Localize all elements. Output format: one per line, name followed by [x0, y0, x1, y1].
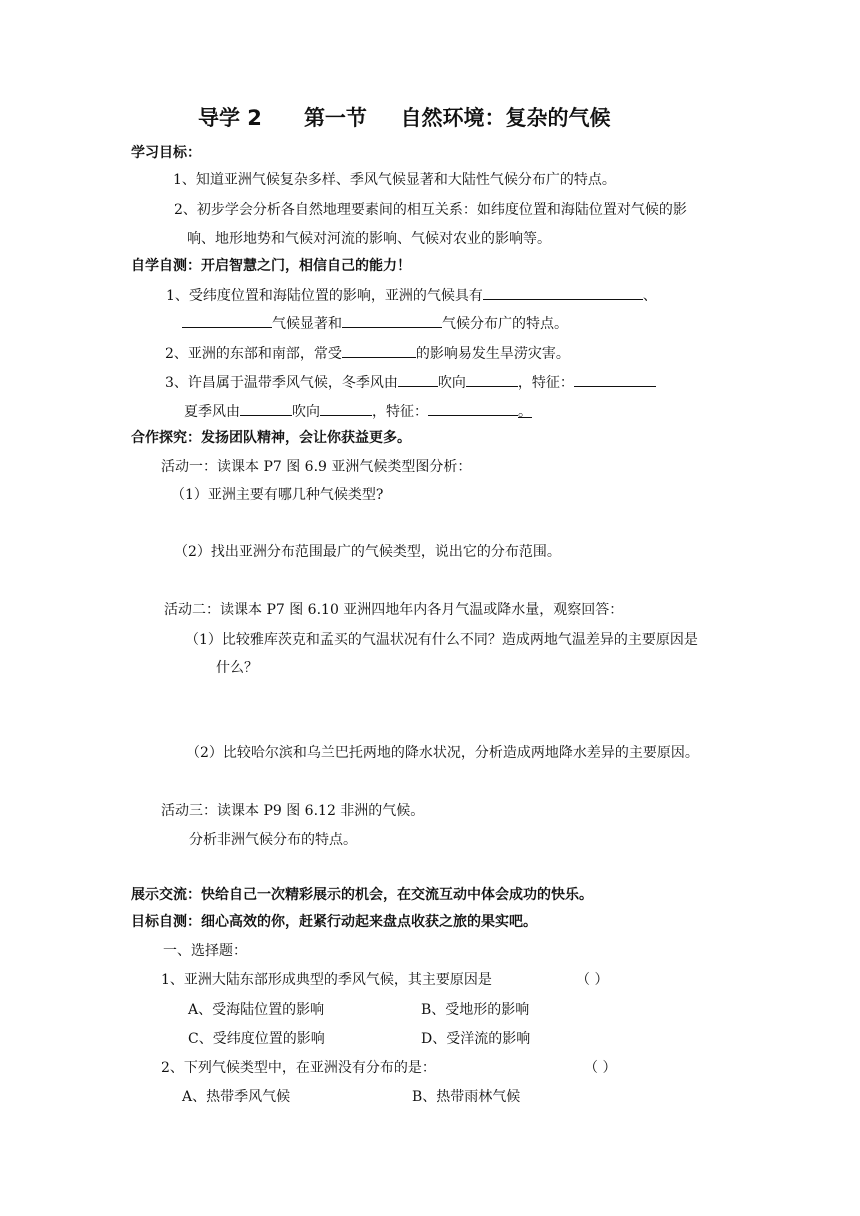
mc-1-option-d: D、受洋流的影响 — [421, 1031, 531, 1047]
show-heading: 展示交流：快给自己一次精彩展示的机会，在交流互动中体会成功的快乐。 — [131, 887, 593, 903]
activity-2: 活动二：读课本 P7 图 6.10 亚洲四地年内各月气温或降水量，观察回答： — [164, 602, 624, 618]
question-3-line-2 — [184, 400, 532, 422]
answer-blank[interactable] — [320, 400, 372, 416]
answer-parentheses[interactable]: （ ） — [584, 1060, 617, 1076]
activity-2-question-1-line-2: 什么？ — [216, 660, 258, 676]
answer-blank[interactable] — [574, 371, 656, 387]
goals-heading: 学习目标： — [131, 145, 201, 161]
mc-2-option-b: B、热带雨林气候 — [412, 1089, 521, 1105]
goal-1: 1、知道亚洲气候复杂多样、季风气候显著和大陆性气候分布广的特点。 — [173, 172, 616, 188]
answer-blank[interactable] — [182, 312, 272, 328]
mc-1-option-a: A、受海陆位置的影响 — [188, 1002, 325, 1018]
goal-2-line-2: 响、地形地势和气候对河流的影响、气候对农业的影响等。 — [187, 231, 551, 247]
activity-1-question-2: （2）找出亚洲分布范围最广的气候类型，说出它的分布范围。 — [174, 544, 561, 560]
target-heading: 目标自测：细心高效的你，赶紧行动起来盘点收获之旅的果实吧。 — [131, 914, 537, 930]
question-2-text: 2、亚洲的东部和南部，常受 — [165, 346, 342, 362]
enumeration-comma: 、 — [642, 288, 657, 304]
question-2-end: 的影响易发生旱涝灾害。 — [415, 346, 570, 362]
mc-question-1: 1、亚洲大陆东部形成典型的季风气候，其主要原因是 — [161, 972, 492, 988]
activity-1-question-1: （1）亚洲主要有哪几种气候类型? — [171, 487, 384, 503]
blows-to-label: 吹向 — [437, 375, 466, 391]
question-3-line-1 — [165, 371, 656, 393]
answer-blank[interactable] — [466, 371, 518, 387]
answer-blank[interactable] — [240, 400, 292, 416]
question-2 — [165, 342, 570, 364]
activity-3: 活动三：读课本 P9 图 6.12 非洲的气候。 — [161, 803, 425, 819]
activity-3-question: 分析非洲气候分布的特点。 — [189, 832, 357, 848]
title-part-topic: 自然环境：复杂的气候 — [400, 106, 611, 130]
mc-1-option-b: B、受地形的影响 — [421, 1002, 530, 1018]
answer-blank[interactable] — [342, 312, 442, 328]
summer-monsoon-label: 夏季风由 — [184, 404, 240, 420]
page-title — [198, 104, 611, 132]
title-part-section: 第一节 — [303, 106, 367, 130]
section-multiple-choice: 一、选择题： — [163, 943, 247, 959]
question-1-end: 气候分布广的特点。 — [442, 316, 568, 332]
activity-1: 活动一：读课本 P7 图 6.9 亚洲气候类型图分析： — [161, 459, 472, 475]
answer-blank[interactable] — [483, 284, 643, 300]
answer-blank[interactable] — [398, 371, 438, 387]
question-3-text: 3、许昌属于温带季风气候，冬季风由 — [165, 375, 398, 391]
mc-2-option-a: A、热带季风气候 — [182, 1089, 291, 1105]
feature-label: ，特征： — [517, 375, 574, 391]
coop-heading: 合作探究：发扬团队精神，会让你获益更多。 — [131, 430, 411, 446]
blows-to-label: 吹向 — [292, 404, 320, 420]
answer-blank[interactable] — [342, 342, 416, 358]
mc-1-option-c: C、受纬度位置的影响 — [188, 1031, 325, 1047]
question-1-text: 1、受纬度位置和海陆位置的影响，亚洲的气候具有 — [166, 288, 483, 304]
question-3-period: 。 — [518, 404, 532, 420]
answer-parentheses[interactable]: （ ） — [576, 972, 609, 988]
activity-2-question-2: （2）比较哈尔滨和乌兰巴托两地的降水状况，分析造成两地降水差异的主要原因。 — [186, 745, 699, 761]
question-1-line-2 — [182, 312, 568, 334]
answer-blank[interactable] — [428, 400, 518, 416]
question-1-line-1 — [166, 284, 657, 306]
question-1-middle: 气候显著和 — [272, 316, 342, 332]
goal-2-line-1: 2、初步学会分析各自然地理要素间的相互关系：如纬度位置和海陆位置对气候的影 — [174, 202, 687, 218]
feature-label: ，特征： — [372, 404, 428, 420]
activity-2-question-1-line-1: （1）比较雅库茨克和孟买的气温状况有什么不同？造成两地气温差异的主要原因是 — [185, 632, 698, 648]
mc-question-2: 2、下列气候类型中，在亚洲没有分布的是： — [161, 1060, 436, 1076]
self-test-heading: 自学自测：开启智慧之门，相信自己的能力！ — [131, 258, 411, 274]
title-part-guide: 导学 2 — [198, 106, 262, 130]
